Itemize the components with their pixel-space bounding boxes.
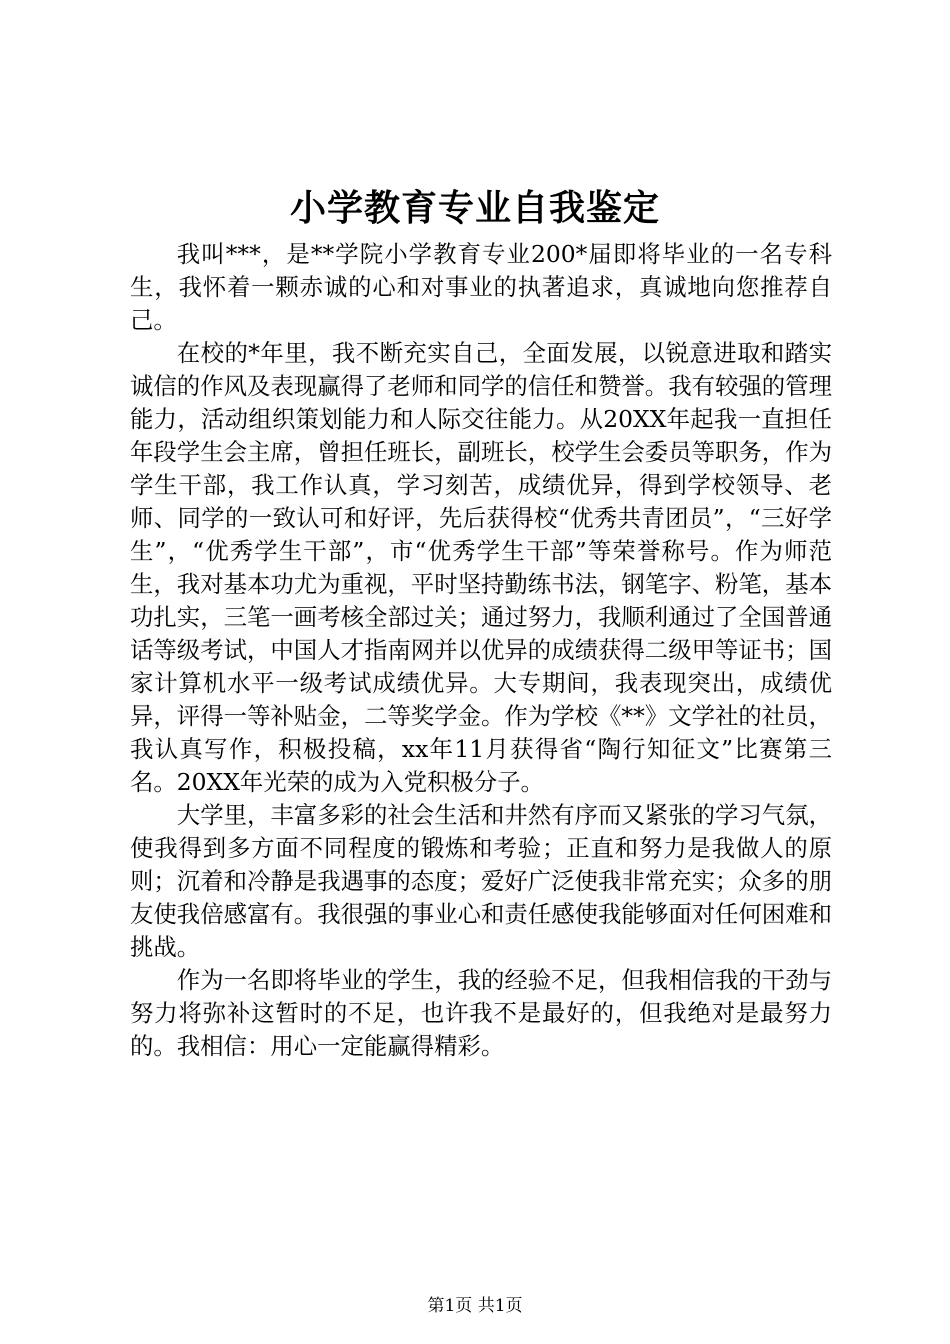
paragraph-conclusion: 作为一名即将毕业的学生，我的经验不足，但我相信我的干劲与努力将弥补这暂时的不足，也许我不是最好的，但我绝对是最努力的。我相信：用心一定能赢得精彩。 [130,966,832,1060]
document-body [130,238,832,1063]
paragraph-university-life: 大学里，丰富多彩的社会生活和井然有序而又紧张的学习气氛，使我得到多方面不同程度的锻炼和考验；正直和努力是我做人的原则；沉着和冷静是我遇事的态度；爱好广泛使我非常充实；众多的朋友使我倍感富有。我很强的事业心和责任感使我能够面对任何困难和挑战。 [130,801,832,961]
page-footer: 第1页 共1页 [427,1296,523,1316]
paragraph-intro: 我叫***，是**学院小学教育专业200*届即将毕业的一名专科生，我怀着一颗赤诚的心和对事业的执著追求，真诚地向您推荐自己。 [130,240,832,334]
document-title: 小学教育专业自我鉴定 [289,187,660,229]
paragraph-school-achievements: 在校的*年里，我不断充实自己，全面发展，以锐意进取和踏实诚信的作风及表现赢得了老师和同学的信任和赞誉。我有较强的管理能力，活动组织策划能力和人际交往能力。从20XX年起我一直担任年段学生会主席，曾担任班长，副班长，校学生会委员等职务，作为学生干部，我工作认真，学习刻苦，成绩优异，得到学校领导、老师、同学的一致认可和好评，先后获得校“优秀共青团员”，“三好学生”，“优秀学生干部”，市“优秀学生干部”等荣誉称号。作为师范生，我对基本功尤为重视，平时坚持勤练书法，钢笔字、粉笔，基本功扎实，三笔一画考核全部过关；通过努力，我顺利通过了全国普通话等级考试，中国人才指南网并以优异的成绩获得二级甲等证书；国家计算机水平一级考试成绩优异。大专期间，我表现突出，成绩优异，评得一等补贴金，二等奖学金。作为学校《**》文学社的社员，我认真写作，积极投稿，xx年11月获得省“陶行知征文”比赛第三名。20XX年光荣的成为入党积极分子。 [130,339,832,796]
